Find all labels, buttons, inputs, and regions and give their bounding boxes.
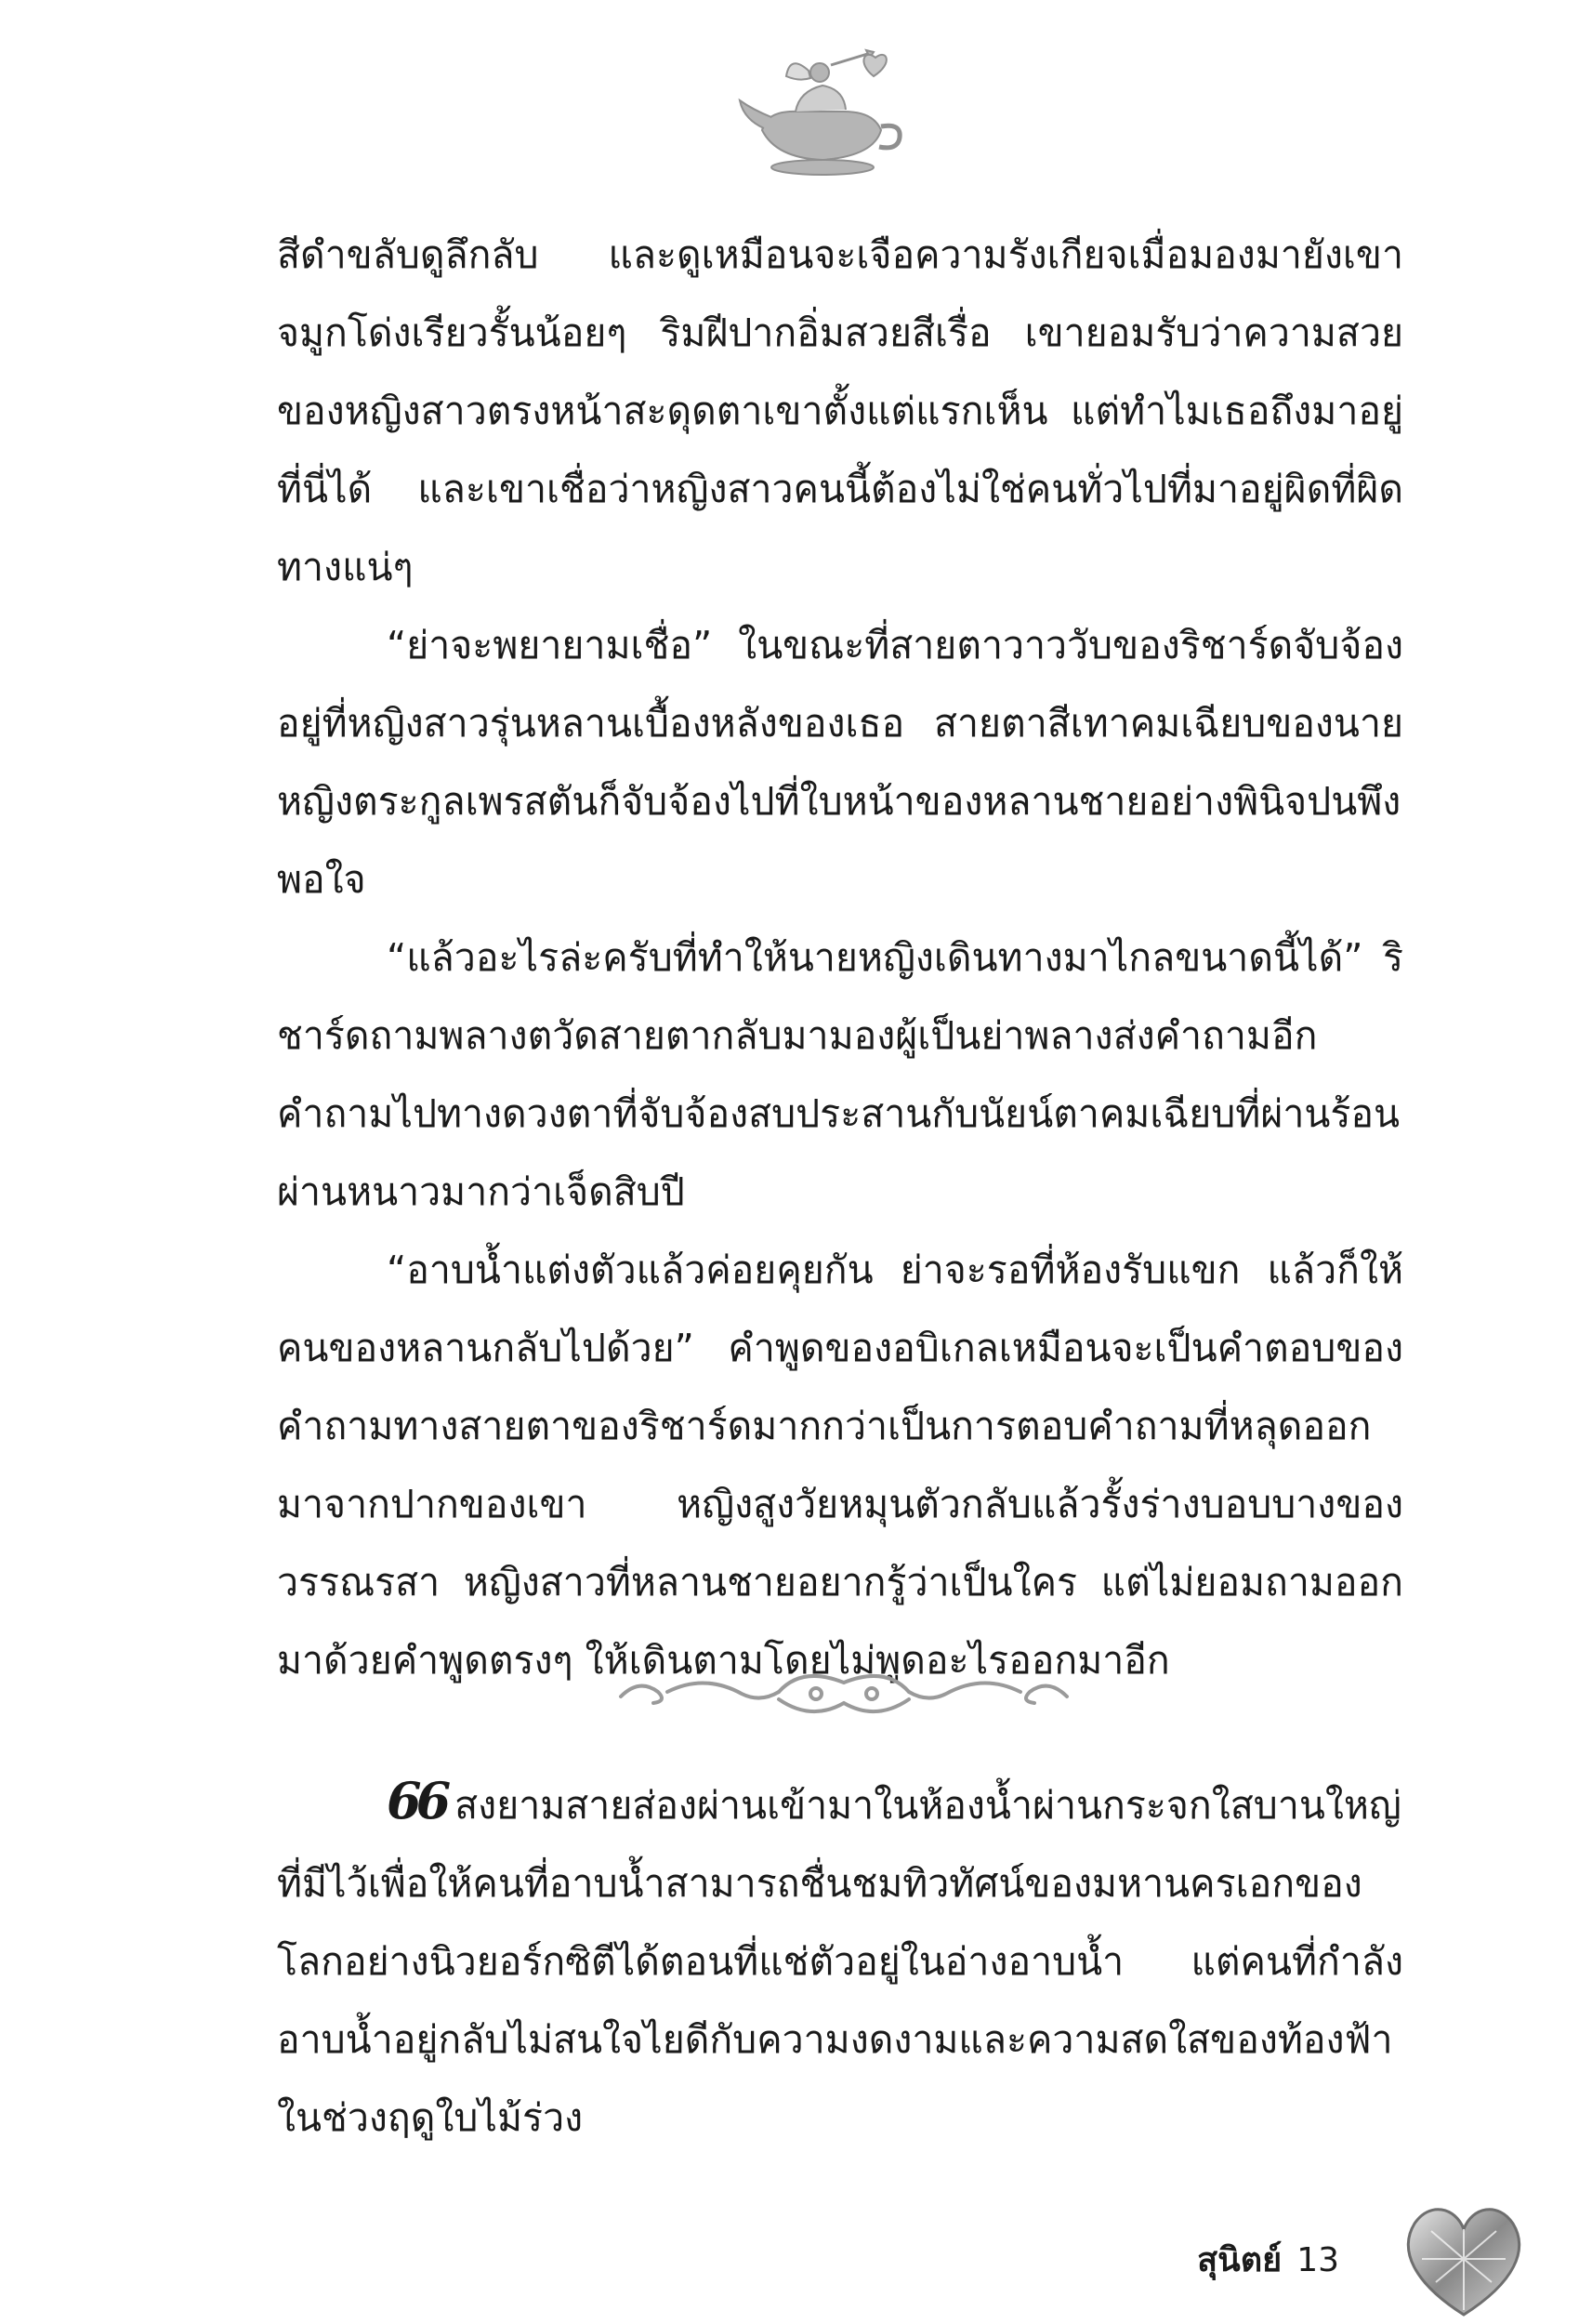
cupid-teapot-ornament-icon [734,45,911,184]
main-text-block [277,216,1403,1699]
page-number: 13 [1296,2241,1339,2279]
paragraph: “ย่าจะพยายามเชื่อ” ในขณะที่สายตาวาววับของริชาร์ดจับจ้องอยู่ที่หญิงสาวรุ่นหลานเบื้องหลังของเธอ สายตาสีเทาคมเฉียบของนายหญิงตระกูลเพรสตันก็จับจ้องไปที่ใบหน้าของหลานชายอย่างพินิจปนพึงพอใจ [277,623,1403,902]
opening-quote-mark: 66 [387,1771,446,1830]
diamond-heart-icon [1394,2194,1533,2324]
page-footer [1197,2238,1339,2283]
opening-paragraph [277,1766,1403,2157]
paragraph: “แล้วอะไรล่ะครับที่ทำให้นายหญิงเดินทางมาไกลขนาดนี้ได้” ริชาร์ดถามพลางตวัดสายตากลับมามองผู้เป็นย่าพลางส่งคำถามอีกคำถามไปทางดวงตาที่จับจ้องสบประสานกับนัยน์ตาคมเฉียบที่ผ่านร้อนผ่านหนาวมากว่าเจ็ดสิบปี [277,935,1403,1214]
paragraph: “อาบน้ำแต่งตัวแล้วค่อยคุยกัน ย่าจะรอที่ห้องรับแขก แล้วก็ให้คนของหลานกลับไปด้วย” คำพูดของอบิเกลเหมือนจะเป็นคำตอบของคำถามทางสายตาของริชาร์ดมากกว่าเป็นการตอบคำถามที่หลุดออกมาจากปากของเขา หญิงสูงวัยหมุนตัวกลับแล้วรั้งร่างบอบบางของวรรณรสา หญิงสาวที่หลานชายอยากรู้ว่าเป็นใคร แต่ไม่ยอมถามออกมาด้วยคำพูดตรงๆ ให้เดินตามโดยไม่พูดอะไรออกมาอีก [277,1248,1403,1683]
paragraph-continuation: สีดำขลับดูลึกลับ และดูเหมือนจะเจือความรังเกียจเมื่อมองมายังเขา จมูกโด่งเรียวรั้นน้อยๆ ริมฝีปากอิ่มสวยสีเรื่อ เขายอมรับว่าความสวยของหญิงสาวตรงหน้าสะดุดตาเขาตั้งแต่แรกเห็น แต่ทำไมเธอถึงมาอยู่ที่นี่ได้ และเขาเชื่อว่าหญิงสาวคนนี้ต้องไม่ใช่คนทั่วไปที่มาอยู่ผิดที่ผิดทางแน่ๆ [277,232,1403,589]
running-footer-title: สุนิตย์ [1197,2241,1283,2279]
opening-paragraph-text: สงยามสายส่องผ่านเข้ามาในห้องน้ำผ่านกระจกใสบานใหญ่ที่มีไว้เพื่อให้คนที่อาบน้ำสามารถชื่นชมทิวทัศน์ของมหานครเอกของโลกอย่างนิวยอร์กซิตีได้ตอนที่แช่ตัวอยู่ในอ่างอาบน้ำ แต่คนที่กำลังอาบน้ำอยู่กลับไม่สนใจไยดีกับความงดงามและความสดใสของท้องฟ้าในช่วงฤดูใบไม้ร่วง [277,1783,1403,2140]
section-two-text-block [277,1766,1403,2157]
flourish-divider-icon [602,1645,1085,1738]
